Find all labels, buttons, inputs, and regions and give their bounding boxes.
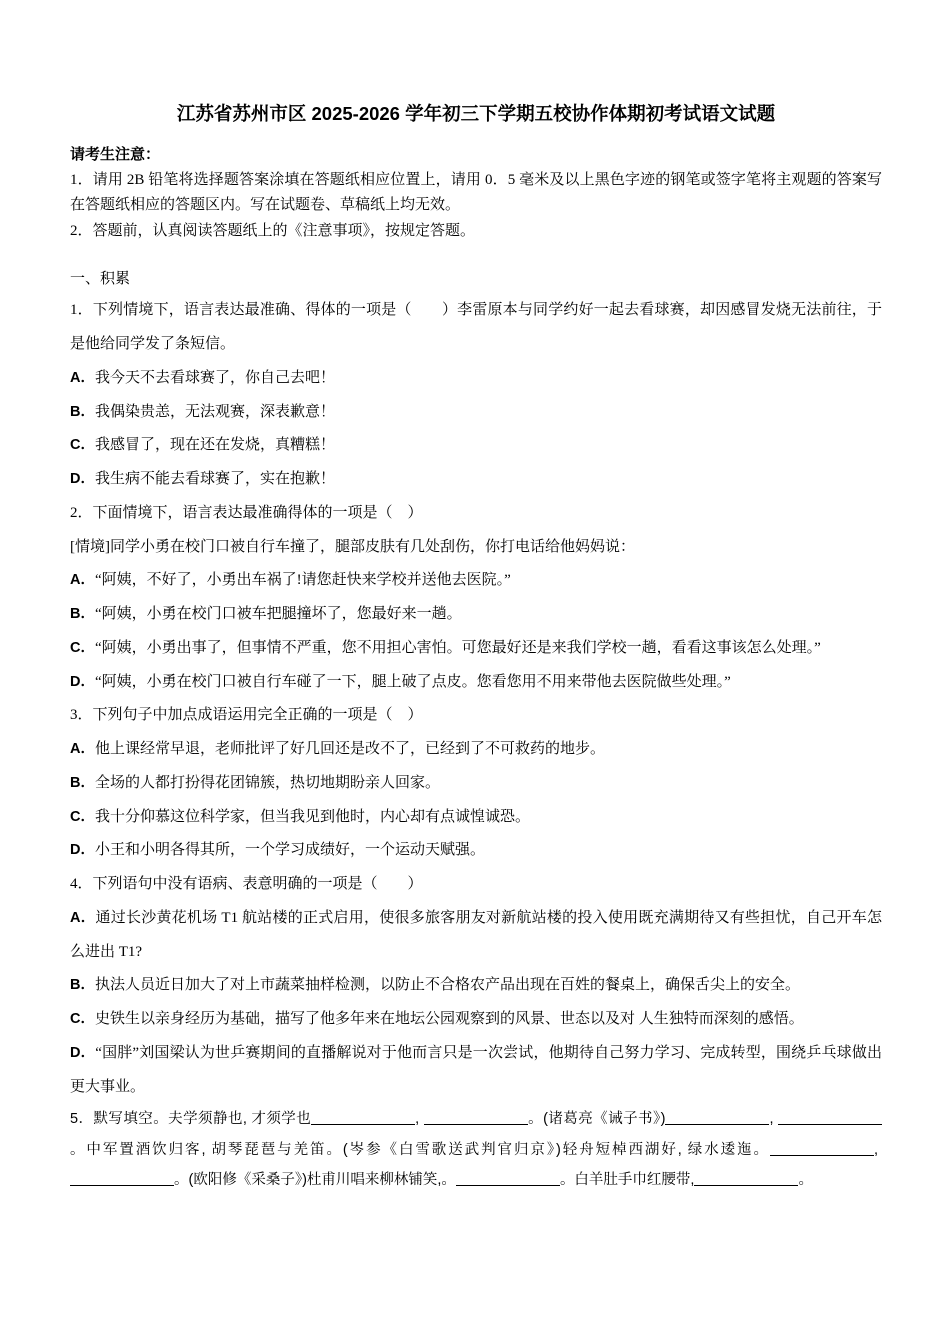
document-content — [70, 100, 882, 1196]
answer-blank-3[interactable] — [665, 1110, 769, 1125]
page-title: 江苏省苏州市区 2025-2026 学年初三下学期五校协作体期初考试语文试题 — [176, 103, 776, 124]
question-2-stem — [70, 497, 882, 531]
question-4-option-b — [70, 969, 882, 1003]
question-3-number: 3． — [70, 707, 93, 724]
question-1-option-a — [70, 362, 882, 396]
option-text: 史铁生以亲身经历为基础，描写了他多年来在地坛公园观察到的风景、世态以及对 人生独特而深刻的感悟。 — [94, 1011, 804, 1028]
question-4-stem — [70, 868, 882, 902]
option-text: 通过长沙黄花机场 T1 航站楼的正式启用，使很多旅客朋友对新航站楼的投入使用既充满期待又有些担忧，自己开车怎么进出 T1? — [70, 909, 882, 960]
question-4-option-d — [70, 1037, 882, 1105]
option-label: C． — [70, 1011, 95, 1028]
question-1-option-b — [70, 396, 882, 430]
question-2-option-a — [70, 564, 882, 598]
question-1-option-c — [70, 429, 882, 463]
answer-blank-6[interactable] — [70, 1171, 174, 1186]
answer-blank-4[interactable] — [778, 1110, 882, 1125]
answer-blank-2[interactable] — [424, 1110, 528, 1125]
question-1-number: 1． — [70, 302, 93, 319]
option-text: 我偶染贵恙，无法观赛，深表歉意！ — [94, 403, 335, 420]
question-5-number: 5． — [70, 1111, 94, 1128]
notice-item-1: 1．请用 2B 铅笔将选择题答案涂填在答题纸相应位置上，请用 0．5 毫米及以上黑色字迹的钢笔或签字笔将主观题的答案写在答题纸相应的答题区内。写在试题卷、草稿纸上均无效。 — [70, 171, 882, 214]
answer-blank-1[interactable] — [311, 1110, 415, 1125]
option-label: D． — [70, 673, 95, 690]
option-label: D． — [70, 842, 95, 859]
section-heading-accumulation: 一、积累 — [70, 270, 131, 287]
option-text: 我生病不能去看球赛了，实在抱歉！ — [94, 471, 335, 488]
question-4-option-a — [70, 902, 882, 970]
option-label: C． — [70, 808, 95, 825]
question-2-number: 2． — [70, 504, 93, 521]
question-2-option-b — [70, 598, 882, 632]
option-text: 他上课经常早退，老师批评了好几回还是改不了，已经到了不可救药的地步。 — [94, 741, 605, 758]
answer-blank-8[interactable] — [694, 1171, 798, 1186]
option-text: 全场的人都打扮得花团锦簇，热切地期盼亲人回家。 — [94, 774, 440, 791]
option-label: B． — [70, 606, 95, 623]
question-1-text: 下列情境下，语言表达最准确、得体的一项是（ ）李雷原本与同学约好一起去看球赛，却因感冒发烧无法前往，于是他给同学发了条短信。 — [70, 302, 882, 353]
q5-part8: 。白羊肚手巾红腰带, — [559, 1172, 695, 1189]
option-label: A． — [70, 909, 96, 926]
q5-part3: 。(诸葛亮《诫子书》) — [527, 1111, 666, 1128]
question-4-number: 4． — [70, 876, 93, 893]
question-3-stem — [70, 699, 882, 733]
question-3-text: 下列句子中加点成语运用完全正确的一项是（ ） — [92, 707, 423, 724]
q5-part5: 。中军置酒饮归客, 胡琴琵琶与羌笛。(岑参《白雪歌送武判官归京》)轻舟短棹西湖好, 绿水逶迤。 — [70, 1141, 770, 1158]
question-4-option-c — [70, 1003, 882, 1037]
q5-prefix: 默写填空。夫学须静也, 才须学也 — [93, 1111, 312, 1128]
question-1-option-d — [70, 463, 882, 497]
option-text: “国胖”刘国梁认为世乒赛期间的直播解说对于他而言只是一次尝试，他期待自己努力学习、完成转型，围绕乒乓球做出更大事业。 — [70, 1044, 882, 1095]
option-label: C． — [70, 639, 95, 656]
notice-item-2: 2．答题前，认真阅读答题纸上的《注意事项》，按规定答题。 — [70, 223, 476, 240]
notice-heading: 请考生注意： — [70, 145, 161, 163]
option-text: “阿姨，小勇出事了，但事情不严重，您不用担心害怕。可您最好还是来我们学校一趟，看看这事该怎么处理。” — [94, 639, 821, 656]
option-label: B． — [70, 403, 95, 420]
option-label: A． — [70, 572, 95, 589]
option-label: D． — [70, 1044, 96, 1061]
option-text: 我今天不去看球赛了，你自己去吧！ — [94, 369, 335, 386]
q5-part7: 。(欧阳修《采桑子》)杜甫川唱来柳林铺笑,。 — [174, 1172, 456, 1189]
question-2-scenario: [情境]同学小勇在校门口被自行车撞了，腿部皮肤有几处刮伤，你打电话给他妈妈说： — [70, 538, 635, 555]
option-text: 小王和小明各得其所，一个学习成绩好，一个运动天赋强。 — [94, 842, 485, 859]
option-label: A． — [70, 741, 95, 758]
answer-blank-5[interactable] — [770, 1141, 874, 1156]
option-label: B． — [70, 774, 95, 791]
option-text: “阿姨，小勇在校门口被车把腿撞坏了，您最好来一趟。 — [94, 606, 462, 623]
question-3-option-a — [70, 733, 882, 767]
question-3-option-d — [70, 834, 882, 868]
option-text: “阿姨，不好了，小勇出车祸了!请您赶快来学校并送他去医院。” — [94, 572, 511, 589]
option-label: B． — [70, 977, 95, 994]
option-text: 我十分仰慕这位科学家，但当我见到他时，内心却有点诚惶诚恐。 — [94, 808, 530, 825]
question-1-stem — [70, 294, 882, 362]
question-4-text: 下列语句中没有语病、表意明确的一项是（ ） — [92, 876, 423, 893]
question-5-fill-in-blanks — [70, 1104, 882, 1195]
option-label: C． — [70, 437, 95, 454]
question-3-option-b — [70, 767, 882, 801]
option-label: A． — [70, 369, 95, 386]
answer-blank-7[interactable] — [456, 1171, 560, 1186]
question-3-option-c — [70, 801, 882, 835]
q5-part9: 。 — [798, 1172, 813, 1189]
question-2-text: 下面情境下，语言表达最准确得体的一项是（ ） — [92, 504, 423, 521]
question-2-option-d — [70, 666, 882, 700]
q5-part2: , — [415, 1111, 420, 1128]
question-2-option-c — [70, 632, 882, 666]
q5-part4: , — [769, 1111, 774, 1128]
option-text: 执法人员近日加大了对上市蔬菜抽样检测，以防止不合格农产品出现在百姓的餐桌上，确保舌尖上的安全。 — [94, 977, 800, 994]
option-text: 我感冒了，现在还在发烧，真糟糕！ — [94, 437, 335, 454]
option-text: “阿姨，小勇在校门口被自行车碰了一下，腿上破了点皮。您看您用不用来带他去医院做些处理。” — [94, 673, 731, 690]
q5-part6: , — [873, 1141, 878, 1158]
option-label: D． — [70, 471, 95, 488]
